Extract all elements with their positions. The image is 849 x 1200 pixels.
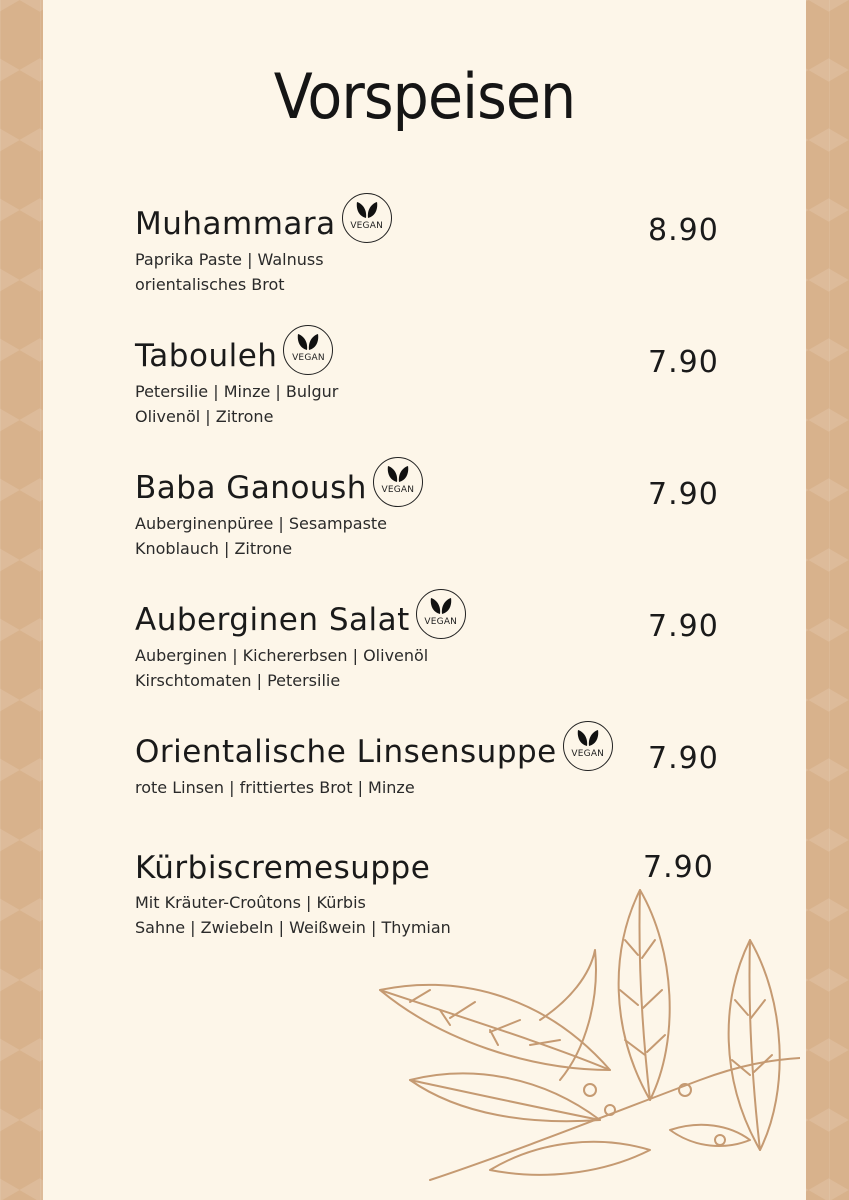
vegan-badge xyxy=(283,325,333,375)
menu-item-name: Tabouleh xyxy=(135,338,278,374)
menu-item-price: 7.90 xyxy=(648,477,719,512)
menu-item-description: Paprika Paste | Walnuss orientalisches Brot xyxy=(135,250,324,294)
menu-item-name: Muhammara xyxy=(135,206,336,242)
leaf-icon xyxy=(429,596,453,616)
leaf-illustration xyxy=(370,880,800,1200)
menu-item-description: Auberginenpüree | Sesampaste Knoblauch | Zitrone xyxy=(135,514,388,558)
vegan-label: VEGAN xyxy=(424,617,458,627)
vegan-label: VEGAN xyxy=(381,485,415,495)
menu-item-price: 7.90 xyxy=(648,345,719,380)
menu-item-muhammara xyxy=(135,205,392,297)
menu-item-description: Mit Kräuter-Croûtons | Kürbis Sahne | Zwiebeln | Weißwein | Thymian xyxy=(135,893,451,937)
vegan-badge xyxy=(563,721,613,771)
menu-item-baba-ganoush xyxy=(135,469,423,561)
leaf-icon xyxy=(296,332,320,352)
vegan-badge xyxy=(416,589,466,639)
menu-item-price: 7.90 xyxy=(643,850,714,885)
menu-item-linsensuppe xyxy=(135,733,613,800)
menu-item-description: Petersilie | Minze | Bulgur Olivenöl | Zitrone xyxy=(135,382,339,426)
menu-item-name: Baba Ganoush xyxy=(135,470,367,506)
vegan-badge xyxy=(342,193,392,243)
menu-item-auberginen-salat xyxy=(135,601,466,693)
menu-item-description: Auberginen | Kichererbsen | Olivenöl Kirschtomaten | Petersilie xyxy=(135,646,429,690)
leaf-icon xyxy=(576,728,600,748)
frame-line-left xyxy=(50,0,53,1200)
vegan-label: VEGAN xyxy=(350,221,384,231)
menu-item-price: 7.90 xyxy=(648,609,719,644)
page-title: Vorspeisen xyxy=(273,60,576,133)
menu-item-price: 7.90 xyxy=(648,741,719,776)
menu-item-tabouleh xyxy=(135,337,338,429)
leaf-icon xyxy=(386,464,410,484)
menu-item-name: Kürbiscremesuppe xyxy=(135,850,431,886)
menu-item-name: Auberginen Salat xyxy=(135,602,410,638)
menu-item-price: 8.90 xyxy=(648,213,719,248)
vegan-label: VEGAN xyxy=(571,749,605,759)
menu-item-name: Orientalische Linsensuppe xyxy=(135,734,557,770)
vegan-badge xyxy=(373,457,423,507)
menu-item-description: rote Linsen | frittiertes Brot | Minze xyxy=(135,778,415,797)
leaf-icon xyxy=(355,200,379,220)
vegan-label: VEGAN xyxy=(292,353,325,363)
